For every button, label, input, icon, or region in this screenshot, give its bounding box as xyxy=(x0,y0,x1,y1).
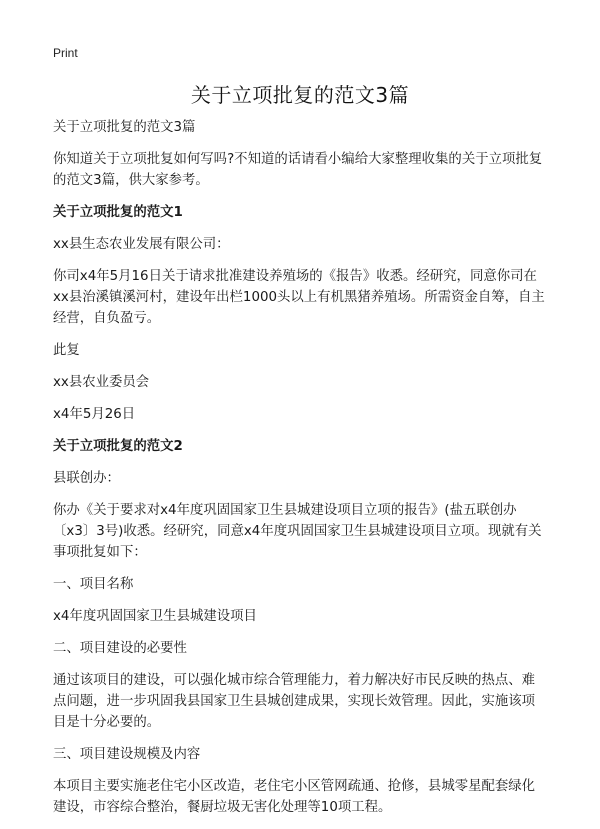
scope-paragraph: 本项目主要实施老住宅小区改造，老住宅小区管网疏通、抢修，县城零星配套绿化建设，市容综合整治，餐厨垃圾无害化处理等10项工程。 xyxy=(53,779,536,815)
issuer-1: xx县农业委员会 xyxy=(53,375,150,390)
section-heading-2: 关于立项批复的范文2 xyxy=(53,439,183,454)
print-label: Print xyxy=(53,46,78,60)
page-title: 关于立项批复的范文3篇 xyxy=(190,83,410,107)
subheading-project-name: 一、项目名称 xyxy=(53,577,134,592)
project-name: x4年度巩固国家卫生县城建设项目 xyxy=(53,609,257,624)
date-1: x4年5月26日 xyxy=(53,407,136,422)
intro-title: 关于立项批复的范文3篇 xyxy=(53,120,196,135)
document-body xyxy=(53,117,548,829)
reply-closing: 此复 xyxy=(53,343,80,358)
section-heading-1: 关于立项批复的范文1 xyxy=(53,205,183,220)
addressee-2: 县联创办： xyxy=(53,471,120,486)
subheading-necessity: 二、项目建设的必要性 xyxy=(53,641,187,656)
subheading-scope: 三、项目建设规模及内容 xyxy=(53,747,201,762)
intro-paragraph: 你知道关于立项批复如何写吗?不知道的话请看小编给大家整理收集的关于立项批复的范文3篇，供大家参考。 xyxy=(53,152,543,188)
addressee-1: xx县生态农业发展有限公司： xyxy=(53,237,230,252)
necessity-paragraph: 通过该项目的建设，可以强化城市综合管理能力，着力解决好市民反映的热点、难点问题，进一步巩固我县国家卫生县城创建成果，实现长效管理。因此，实施该项目是十分必要的。 xyxy=(53,673,536,730)
body-paragraph-2: 你办《关于要求对x4年度巩固国家卫生县城建设项目立项的报告》(盐五联创办〔x3〕3号)收悉。经研究，同意x4年度巩固国家卫生县城建设项目立项。现就有关事项批复如下： xyxy=(53,503,542,560)
body-paragraph-1: 你司x4年5月16日关于请求批准建设养殖场的《报告》收悉。经研究，同意你司在xx县治溪镇溪河村，建设年出栏1000头以上有机黑猪养殖场。所需资金自筹，自主经营，自负盈亏。 xyxy=(53,269,545,326)
